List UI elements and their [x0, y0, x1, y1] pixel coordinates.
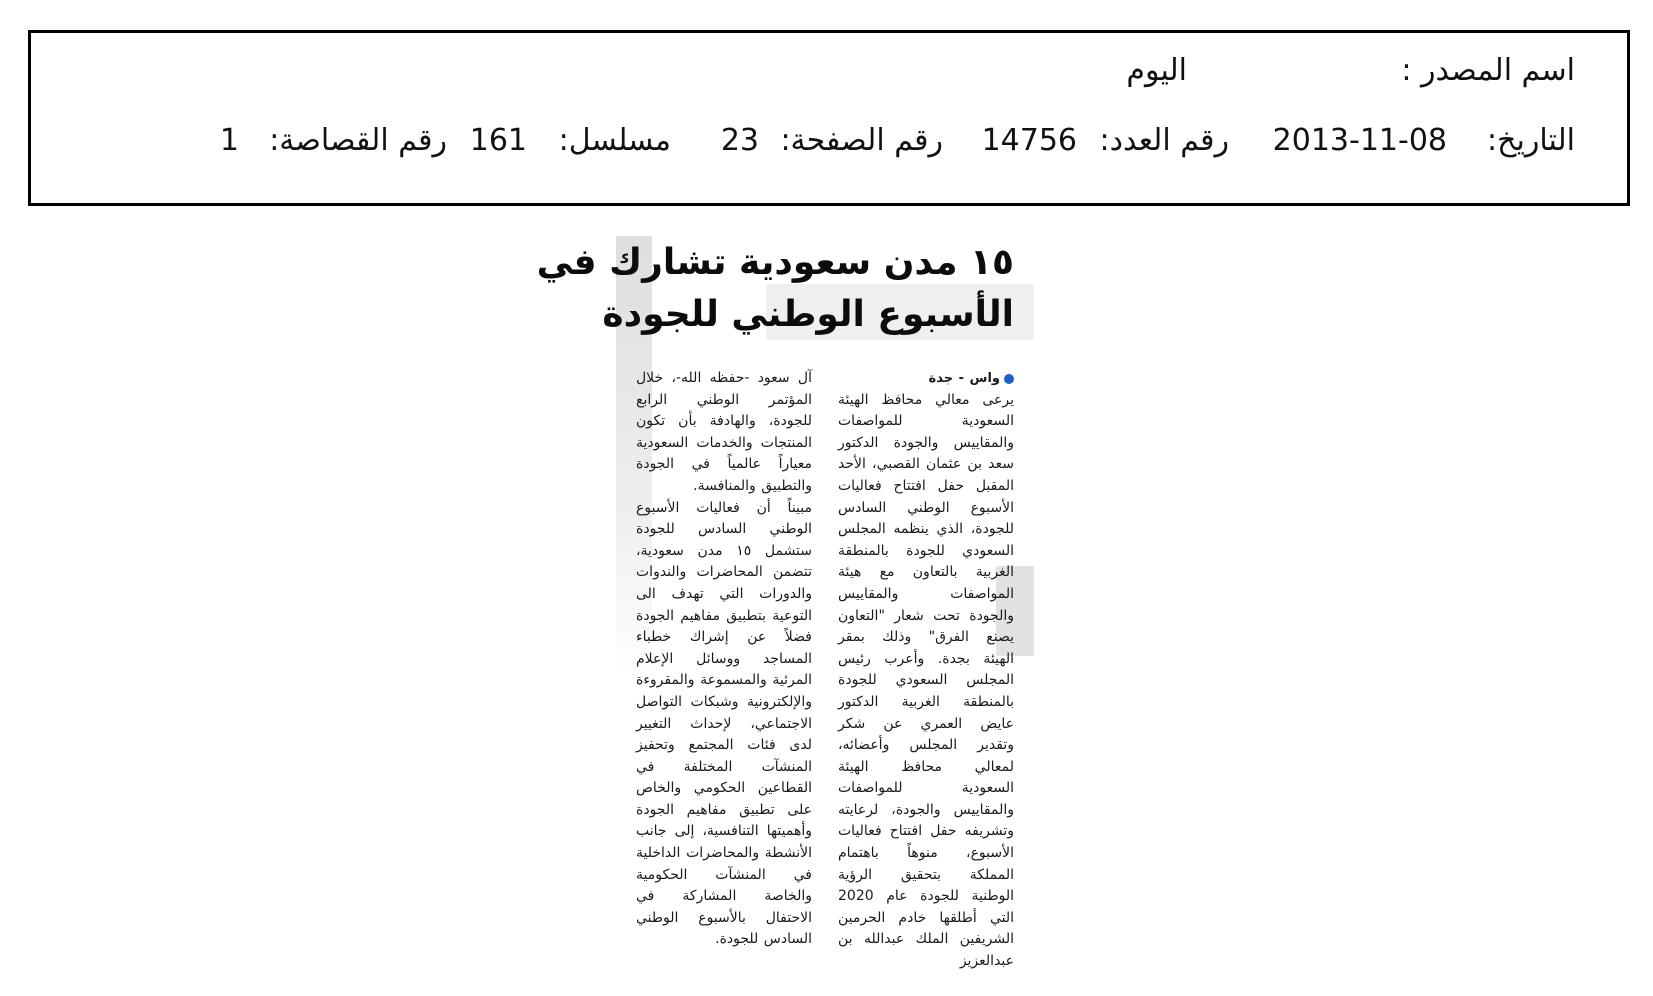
- byline: [838, 368, 1014, 390]
- serial-value: 161: [469, 123, 527, 158]
- page-value: 23: [720, 123, 759, 158]
- article-paragraph-3: مبيناً أن فعاليات الأسبوع الوطني السادس للجودة ستشمل ١٥ مدن سعودية، تتضمن المحاضرات والندوات والدورات التي تهدف الى التوعية بتطبيق مفاهيم الجودة فضلاً عن إشراك خطباء المساجد ووسائل الإعلام المرئية والمسموعة والمقروءة والإلكترونية وشبكات التواصل الاجتماعي، لإحداث التغيير لدى فئات المجتمع وتحفيز المنشآت المختلفة في القطاعين الحكومي والخاص على تطبيق مفاهيم الجودة وأهميتها التنافسية، إلى جانب الأنشطة والمحاضرات الداخلية في المنشآت الحكومية والخاصة المشاركة في الاحتفال بالأسبوع الوطني السادس للجودة.: [636, 499, 813, 948]
- headline-line-1: ١٥ مدن سعودية تشارك في: [536, 242, 1014, 283]
- source-label: اسم المصدر :: [1401, 53, 1575, 88]
- headline-line-2: الأسبوع الوطني للجودة: [602, 294, 1014, 335]
- bullet-dot-icon: [1004, 374, 1014, 384]
- issue-label: رقم العدد:: [1099, 123, 1229, 158]
- article-paragraph-1: يرعى معالي محافظ الهيئة السعودية للمواصفات والمقاييس والجودة الدكتور سعد بن عثمان القصبي، الأحد المقبل حفل افتتاح فعاليات الأسبوع الوطني السادس للجودة، الذي ينظمه المجلس السعودي للجودة بالمنطقة الغربية بالتعاون مع هيئة المواصفات والمقاييس والجودة تحت شعار "التعاون يصنع الفرق" وذلك بمقر الهيئة بجدة. وأعرب رئيس المجلس السعودي للجودة بالمنطقة الغربية الدكتور عايض العمري عن شكر وتقدير المجلس وأعضائه، لمعالي محافظ الهيئة السعودية للمواصفات والمقاييس والجودة، لرعايته وتشريفه حفل افتتاح فعاليات الأسبوع، منوهاً باهتمام المملكة بتحقيق الرؤية الوطنية للجودة عام 2020 التي أطلقها خادم الحرمين الشريفين الملك عبدالله بن عبدالعزيز: [838, 391, 1014, 970]
- article-column-right: [838, 368, 1014, 973]
- issue-value: 14756: [981, 123, 1077, 158]
- date-label: التاريخ:: [1487, 123, 1575, 158]
- clipping-label: رقم القصاصة:: [269, 123, 447, 158]
- page-label: رقم الصفحة:: [780, 123, 943, 158]
- article-paragraph-2: آل سعود -حفظه الله-، خلال المؤتمر الوطني الرابع للجودة، والهادفة بأن تكون المنتجات والخدمات السعودية معياراً عالمياً في الجودة والتطبيق والمنافسة.: [636, 370, 812, 494]
- clipping-value: 1: [219, 123, 239, 158]
- article-column-left: [636, 368, 812, 951]
- serial-label: مسلسل:: [558, 123, 671, 158]
- byline-text: واس - جدة: [928, 371, 1000, 386]
- newspaper-clipping: [536, 236, 1034, 984]
- date-value: 2013-11-08: [1272, 123, 1447, 158]
- source-value: اليوم: [1126, 53, 1187, 88]
- source-info-box: [28, 30, 1630, 206]
